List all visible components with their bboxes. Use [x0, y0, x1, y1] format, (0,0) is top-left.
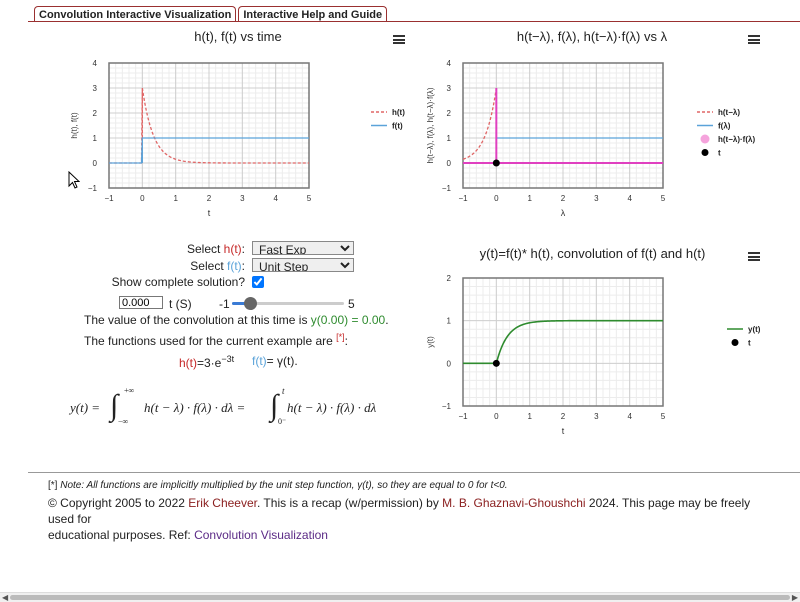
- x-tick-label: 5: [306, 194, 312, 203]
- select-f-label: Select f(t):: [190, 259, 245, 273]
- footnote-mark[interactable]: [*]: [336, 332, 345, 342]
- y-tick-label: 0: [446, 159, 451, 168]
- legend-label: h(t−λ): [718, 108, 740, 117]
- chart1-plot: [40, 45, 460, 270]
- legend-marker-product: [701, 135, 710, 144]
- y-tick-label: −1: [441, 402, 451, 411]
- integral-sign-2: ∫: [270, 389, 279, 422]
- conv-value: y(0.00) = 0.00: [310, 313, 386, 327]
- time-marker-point: [493, 360, 500, 367]
- f-expr-label: f(t): [252, 354, 267, 368]
- integral-sign-1: ∫: [110, 389, 119, 422]
- author1-link[interactable]: Erik Cheever: [188, 496, 257, 510]
- time-slider[interactable]: [232, 297, 344, 311]
- x-tick-label: 1: [173, 194, 178, 203]
- functions-colon: :: [344, 334, 348, 348]
- h-expr-exponent: −3t: [221, 354, 235, 364]
- y-tick-label: 1: [446, 134, 451, 143]
- select-f-dropdown[interactable]: [252, 258, 354, 272]
- chart3-title: y(t)=f(t)* h(t), convolution of f(t) and h(t): [479, 246, 706, 261]
- ref-link[interactable]: Convolution Visualization: [194, 528, 328, 542]
- footer-note-text: Note: All functions are implicitly multiplied by the unit step function, γ(t), so they are equal to 0 for t<0.: [60, 480, 508, 491]
- horizontal-scrollbar[interactable]: [0, 592, 800, 602]
- functions-line: [84, 332, 348, 348]
- y-axis-label: h(t−λ), f(λ), h(t−λ)·f(λ): [426, 87, 435, 164]
- x-tick-label: 1: [527, 194, 532, 203]
- conv-value-line: [84, 313, 389, 327]
- chart2-title: h(t−λ), f(λ), h(t−λ)·f(λ) vs λ: [516, 29, 668, 44]
- year-text: 2024. This page may be freely used for: [48, 496, 751, 526]
- functions-text: The functions used for the current example are: [84, 334, 337, 348]
- x-tick-label: 2: [560, 194, 566, 203]
- conv-suffix: .: [385, 313, 389, 327]
- x-axis-label: λ: [560, 208, 566, 218]
- f-expr-body: = γ(t).: [266, 354, 298, 368]
- y-tick-label: 3: [92, 84, 97, 93]
- x-tick-label: 4: [627, 194, 632, 203]
- footer-note-mark: [*]: [48, 480, 58, 491]
- tab-underline: [28, 21, 800, 22]
- scrollbar-thumb[interactable]: [10, 595, 790, 600]
- select-h-prefix: Select: [186, 242, 224, 256]
- x-tick-label: 3: [594, 412, 599, 421]
- x-tick-label: 3: [594, 194, 599, 203]
- y-tick-label: 0: [92, 159, 97, 168]
- x-tick-label: −1: [458, 412, 468, 421]
- legend-label: t: [718, 148, 721, 158]
- slider-thumb[interactable]: [244, 297, 257, 310]
- select-h-dropdown[interactable]: [252, 241, 354, 255]
- y-tick-label: 1: [92, 134, 97, 143]
- integral2-upper: t: [282, 386, 285, 396]
- y-tick-label: 0: [446, 359, 451, 369]
- x-tick-label: 0: [494, 412, 499, 421]
- x-tick-label: −1: [104, 194, 114, 203]
- tab-help-guide[interactable]: Interactive Help and Guide: [238, 6, 387, 22]
- x-tick-label: 1: [527, 412, 532, 421]
- x-axis-label: t: [207, 208, 211, 218]
- footer-divider: [28, 472, 800, 473]
- legend-label: h(t): [392, 108, 405, 117]
- chart2-menu-icon[interactable]: [748, 35, 760, 44]
- recap-text: . This is a recap (w/permission) by: [256, 496, 443, 510]
- x-tick-label: 3: [240, 194, 245, 203]
- time-marker-point: [493, 160, 500, 167]
- tab-bar: [34, 6, 387, 22]
- integrand-2: h(t − λ) · f(λ) · dλ: [287, 400, 377, 415]
- y-tick-label: 1: [446, 316, 451, 326]
- footer-copyright: [48, 495, 768, 543]
- chart1-menu-icon[interactable]: [393, 35, 405, 44]
- integral1-upper: +∞: [124, 386, 135, 395]
- y-axis-label: y(t): [426, 336, 435, 348]
- show-solution-label: Show complete solution?: [111, 275, 245, 289]
- x-tick-label: 5: [660, 194, 666, 203]
- y-tick-label: 4: [92, 59, 97, 68]
- x-tick-label: −1: [458, 194, 468, 203]
- legend-label: t: [748, 338, 751, 348]
- ref-prefix: educational purposes. Ref:: [48, 528, 195, 542]
- y-tick-label: 2: [446, 274, 451, 283]
- legend-label: f(t): [392, 121, 403, 131]
- f-expression: [252, 354, 298, 368]
- x-tick-label: 4: [627, 412, 632, 421]
- h-expression: [179, 354, 234, 370]
- y-tick-label: 3: [446, 84, 451, 93]
- author2-link[interactable]: M. B. Ghaznavi-Ghoushchi: [442, 496, 586, 510]
- x-tick-label: 0: [140, 194, 145, 203]
- x-axis-label: t: [561, 426, 565, 436]
- x-tick-label: 0: [494, 194, 499, 203]
- integral2-lower: 0⁻: [278, 417, 287, 426]
- equation-lhs: y(t) =: [70, 400, 101, 415]
- convolution-equation: [70, 388, 410, 428]
- footer-note: [48, 480, 508, 491]
- legend-marker-t: [732, 339, 739, 346]
- y-tick-label: 2: [92, 109, 97, 118]
- h-expr-body: =3·e: [197, 356, 222, 370]
- y-tick-label: 4: [446, 59, 451, 68]
- chart3-plot: [420, 262, 800, 447]
- select-h-label: Select h(t):: [186, 242, 245, 256]
- slider-max-label: 5: [348, 297, 355, 311]
- chart2-plot: [420, 45, 800, 270]
- y-tick-label: −1: [87, 184, 97, 193]
- time-input[interactable]: [119, 296, 163, 309]
- x-tick-label: 2: [206, 194, 212, 203]
- x-tick-label: 2: [560, 412, 566, 421]
- scroll-right-icon[interactable]: ▶: [791, 593, 798, 602]
- mouse-cursor-icon: [68, 171, 80, 189]
- copyright-text: © Copyright 2005 to 2022: [48, 496, 189, 510]
- conv-text: The value of the convolution at this time is: [84, 313, 311, 327]
- chart1-title: h(t), f(t) vs time: [194, 29, 282, 44]
- integrand-1: h(t − λ) · f(λ) · dλ =: [144, 400, 246, 415]
- legend-label: h(t−λ)·f(λ): [718, 135, 756, 144]
- y-axis-label: h(t), f(t): [70, 112, 79, 139]
- select-h-fn: h(t): [223, 242, 242, 256]
- slider-min-label: -1: [219, 297, 230, 311]
- legend-marker-t: [702, 149, 709, 156]
- select-f-fn: f(t): [226, 259, 242, 273]
- time-unit-label: t (S): [169, 297, 192, 311]
- x-tick-label: 5: [660, 412, 666, 421]
- legend-label: y(t): [748, 325, 761, 334]
- y-tick-label: 2: [446, 109, 451, 118]
- y-tick-label: −1: [441, 184, 451, 193]
- select-f-prefix: Select: [190, 259, 227, 273]
- show-solution-checkbox[interactable]: [252, 276, 264, 288]
- scroll-left-icon[interactable]: ◀: [2, 593, 9, 602]
- integral1-lower: −∞: [118, 417, 129, 426]
- chart3-menu-icon[interactable]: [748, 252, 760, 261]
- legend-label: f(λ): [718, 121, 731, 131]
- x-tick-label: 4: [273, 194, 278, 203]
- tab-convolution-visualization[interactable]: Convolution Interactive Visualization: [34, 6, 236, 22]
- h-expr-label: h(t): [179, 356, 197, 370]
